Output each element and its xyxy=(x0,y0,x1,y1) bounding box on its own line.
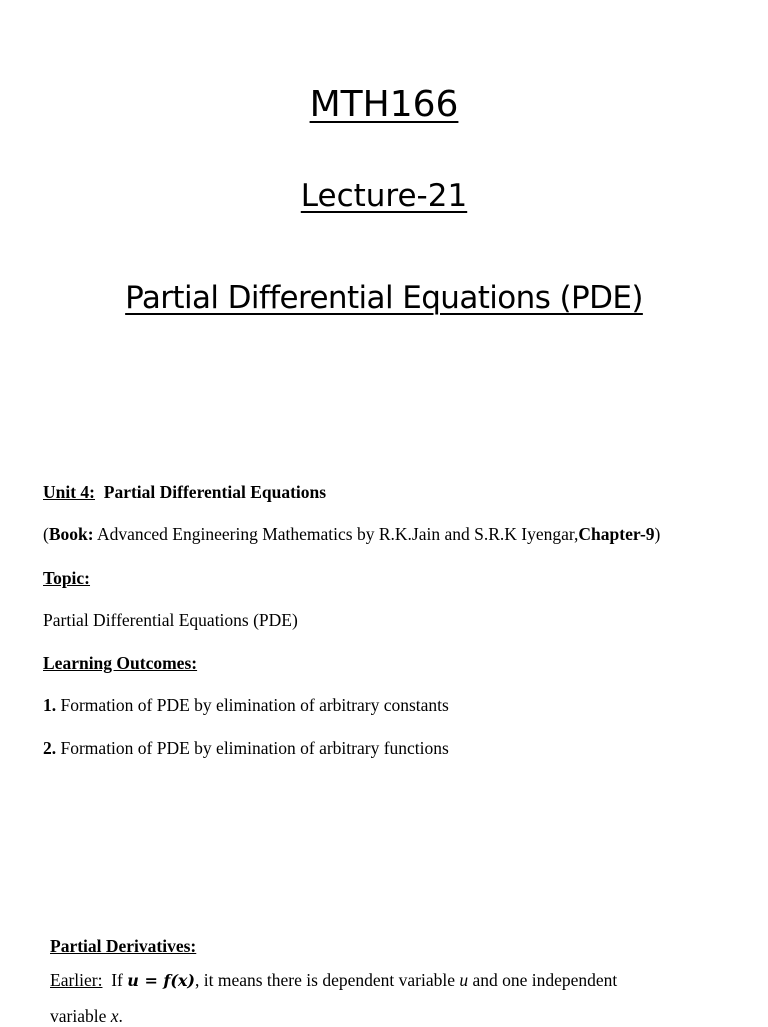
unit-name: Partial Differential Equations xyxy=(103,482,327,502)
unit-label: Unit 4: xyxy=(43,482,96,502)
variable-u: u xyxy=(459,970,469,990)
earlier-text-part1: , it means there is dependent variable xyxy=(195,970,460,990)
line2-end: . xyxy=(118,1006,123,1026)
book-open-paren: ( xyxy=(43,524,49,544)
topic-heading: Topic: xyxy=(43,568,91,588)
equation-u-equals-f-of-x: u = f(x) xyxy=(127,971,195,990)
learning-outcomes-heading: Learning Outcomes: xyxy=(43,653,198,673)
book-label: Book: xyxy=(48,524,94,544)
course-code: MTH166 xyxy=(309,84,459,125)
variable-x: x xyxy=(110,1006,119,1026)
lecture-number: Lecture-21 xyxy=(300,178,468,214)
book-text: Advanced Engineering Mathematics by R.K.Jain and S.R.K Iyengar, xyxy=(93,524,579,544)
learning-outcome-item xyxy=(43,737,449,759)
line2-text: variable xyxy=(50,1006,111,1026)
outcome-text: Formation of PDE by elimination of arbitrary constants xyxy=(56,695,449,715)
outcome-number: 1. xyxy=(43,695,57,715)
earlier-paragraph-line-1 xyxy=(50,969,617,992)
learning-outcome-item xyxy=(43,694,449,716)
outcome-text: Formation of PDE by elimination of arbitrary functions xyxy=(56,738,449,758)
if-word: If xyxy=(102,970,128,990)
outcome-number: 2. xyxy=(43,738,57,758)
book-reference xyxy=(43,523,660,545)
partial-derivatives-heading: Partial Derivatives: xyxy=(50,936,197,956)
earlier-text-part2: and one independent xyxy=(468,970,618,990)
unit-line xyxy=(43,481,326,503)
lecture-title: Partial Differential Equations (PDE) xyxy=(125,280,643,316)
topic-text: Partial Differential Equations (PDE) xyxy=(43,610,298,630)
earlier-label: Earlier: xyxy=(50,970,103,990)
book-chapter: Chapter-9 xyxy=(578,524,655,544)
book-close-paren: ) xyxy=(654,524,661,544)
